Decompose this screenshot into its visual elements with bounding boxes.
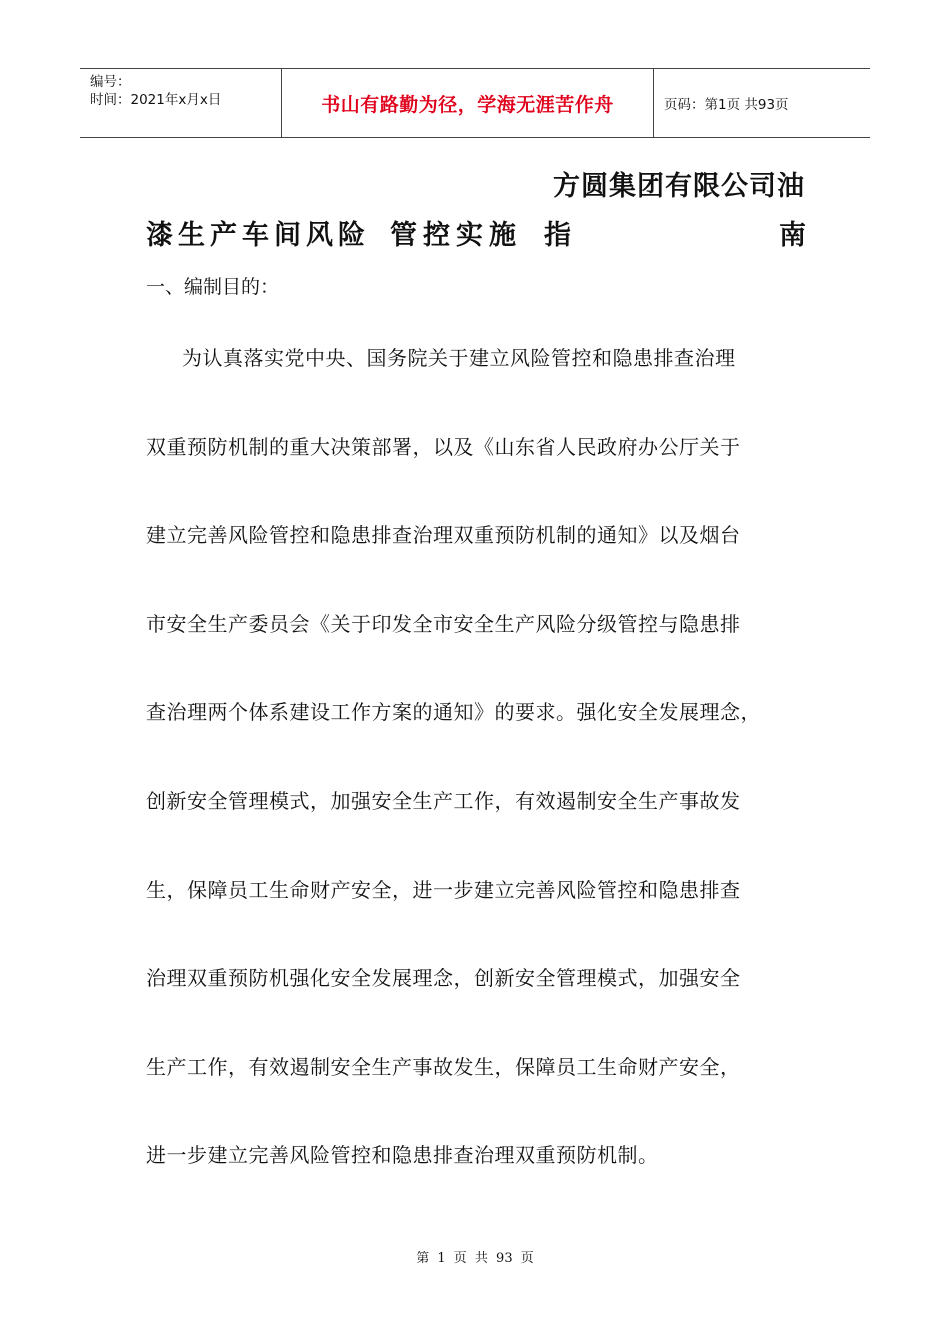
header-motto-cell <box>281 69 654 137</box>
footer-page-number: 第 1 页 共 93 页 <box>416 1251 534 1266</box>
document-time-label: 时间：2021年x月x日 <box>90 92 222 108</box>
header-meta <box>80 69 281 137</box>
document-header <box>80 68 870 138</box>
body-line: 生，保障员工生命财产安全，进一步建立完善风险管控和隐患排查 <box>146 877 741 902</box>
document-number-label: 编号： <box>90 74 131 90</box>
body-line: 为认真落实党中央、国务院关于建立风险管控和隐患排查治理 <box>182 346 736 370</box>
body-line: 查治理两个体系建设工作方案的通知》的要求。强化安全发展理念， <box>146 700 761 725</box>
title-segment-d: 南 <box>779 220 806 251</box>
title-segment-c: 指 <box>544 220 571 251</box>
body-line: 市安全生产委员会《关于印发全市安全生产风险分级管控与隐患排 <box>146 611 741 636</box>
header-page-number: 页码：第1页 共93页 <box>664 97 789 113</box>
header-page-cell <box>654 69 870 137</box>
document-title-line-1: 方圆集团有限公司油 <box>553 171 805 202</box>
body-paragraph <box>146 340 806 1226</box>
section-heading: 一、编制目的： <box>146 276 280 298</box>
body-line: 生产工作，有效遏制安全生产事故发生，保障员工生命财产安全， <box>146 1054 741 1079</box>
body-line: 双重预防机制的重大决策部署，以及《山东省人民政府办公厅关于 <box>146 434 741 459</box>
header-motto: 书山有路勤为径，学海无涯苦作舟 <box>321 93 614 116</box>
body-line: 治理双重预防机强化安全发展理念，创新安全管理模式，加强安全 <box>146 966 741 991</box>
body-line: 建立完善风险管控和隐患排查治理双重预防机制的通知》以及烟台 <box>146 523 741 548</box>
body-line: 进一步建立完善风险管控和隐患排查治理双重预防机制。 <box>146 1143 659 1168</box>
title-segment-b: 管控实施 <box>390 220 522 251</box>
document-title-line-2 <box>146 213 806 252</box>
title-segment-a: 漆生产车间风险 <box>146 220 370 251</box>
body-line: 创新安全管理模式，加强安全生产工作，有效遏制安全生产事故发 <box>146 788 741 813</box>
